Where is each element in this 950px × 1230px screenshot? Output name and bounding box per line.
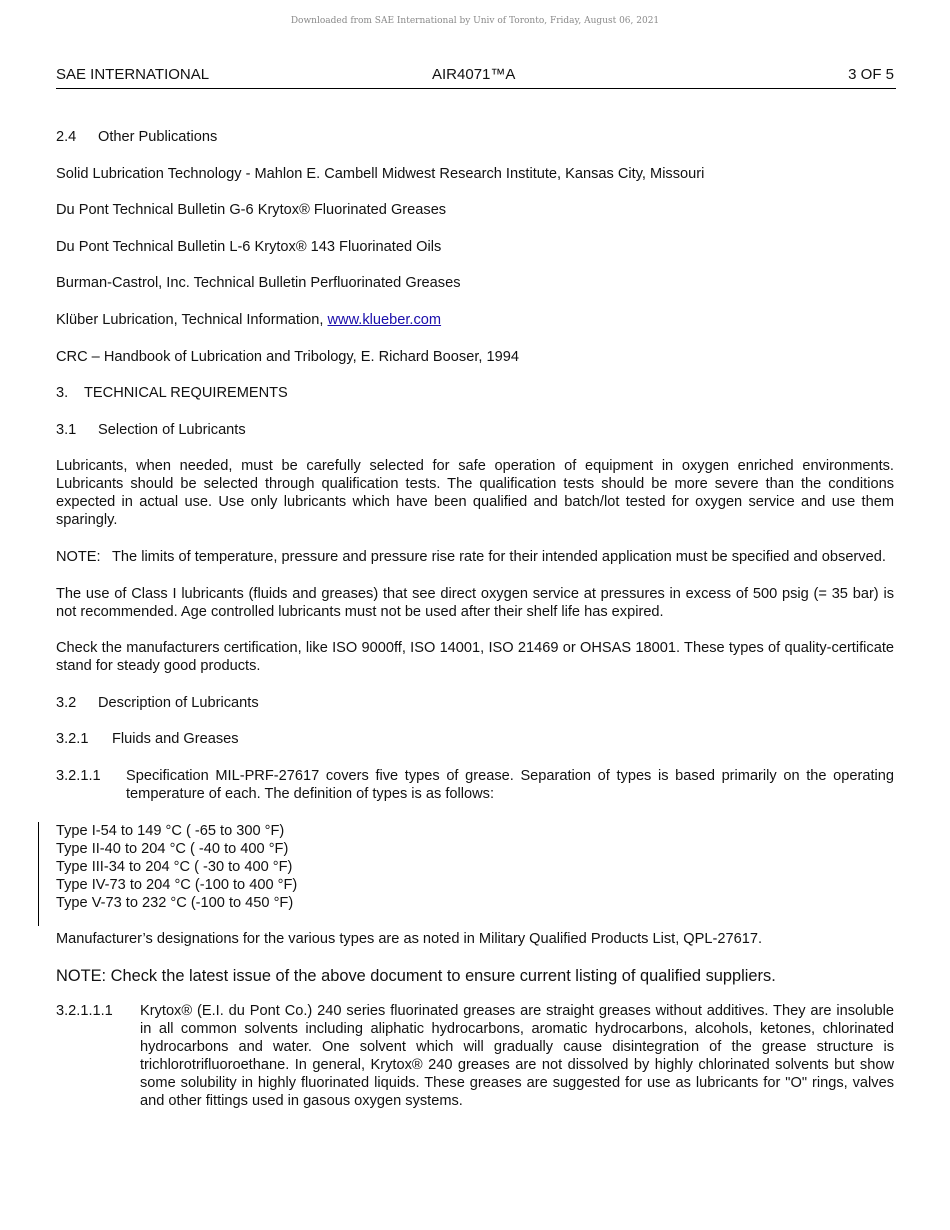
publication-item: Burman-Castrol, Inc. Technical Bulletin Perfluorinated Greases: [56, 275, 461, 292]
designations-paragraph: Manufacturer’s designations for the various types are as noted in Military Qualified Products List, QPL-27617.: [56, 931, 763, 948]
section-3-2-1-heading: [56, 730, 894, 748]
publication-item-klueber: [56, 311, 894, 329]
download-watermark: Downloaded from SAE International by Univ of Toronto, Friday, August 06, 2021: [290, 16, 660, 26]
section-number: 3.2: [56, 694, 77, 711]
publication-item: Du Pont Technical Bulletin G-6 Krytox® Fluorinated Greases: [56, 202, 447, 219]
page-header: [56, 66, 896, 89]
header-page-number: 3 OF 5: [848, 66, 894, 83]
section-title: Other Publications: [98, 129, 218, 145]
header-organization: SAE INTERNATIONAL: [56, 66, 210, 83]
qualified-suppliers-note: NOTE: Check the latest issue of the above document to ensure current listing of qualified suppliers.: [56, 966, 776, 985]
publication-text: Klüber Lubrication, Technical Information,: [56, 311, 328, 328]
section-2-4-heading: [56, 128, 894, 146]
grease-type-item: Type III-34 to 204 °C ( -30 to 400 °F): [56, 858, 293, 875]
publication-item: Du Pont Technical Bulletin L-6 Krytox® 143 Fluorinated Oils: [56, 238, 442, 255]
section-number: 3.1: [56, 421, 77, 438]
limits-note: [56, 548, 894, 566]
section-3-2-1-1: [56, 767, 894, 803]
section-3-2-1-1-1: [56, 1002, 894, 1110]
section-3-2-heading: [56, 694, 894, 712]
header-document-id: AIR4071™A: [432, 66, 516, 83]
section-title: TECHNICAL REQUIREMENTS: [84, 385, 288, 402]
grease-types-list: [56, 822, 894, 912]
grease-type-item: Type IV-73 to 204 °C (-100 to 400 °F): [56, 876, 298, 893]
section-text: Krytox® (E.I. du Pont Co.) 240 series fluorinated greases are straight greases without additives. They are insoluble in all common solvents including aliphatic hydrocarbons, aromatic hydrocarbons, alcohols, ketones, chlorinated hydrocarbons and water. One solvent which will gradually cause disintegration of the grease structure is trichlorotrifluoroethane. In general, Krytox® 240 greases are not dissolved by highly chlorinated solvents but show some solubility in highly fluorinated liquids. These greases are suggested for use as lubricants for "O" rings, valves and other fittings used in gasous oxygen systems.: [140, 1002, 894, 1109]
class-i-paragraph: The use of Class I lubricants (fluids and greases) that see direct oxygen service at pressures in excess of 500 psig (= 35 bar) is not recommended. Age controlled lubricants must not be used after their shelf life has expired.: [56, 585, 894, 620]
note-text: The limits of temperature, pressure and pressure rise rate for their intended application must be specified and observed.: [112, 548, 886, 565]
certification-paragraph: Check the manufacturers certification, like ISO 9000ff, ISO 14001, ISO 21469 or OHSAS 18001. These types of quality-certificate stand for steady good products.: [56, 640, 894, 675]
section-title: Description of Lubricants: [98, 694, 259, 711]
section-number: 3.: [56, 385, 69, 402]
note-label: NOTE:: [56, 548, 101, 565]
section-title: Fluids and Greases: [112, 731, 239, 748]
section-number: 2.4: [56, 129, 77, 145]
section-title: Selection of Lubricants: [98, 421, 246, 438]
document-body: [56, 128, 894, 1128]
revision-change-bar: [38, 822, 39, 926]
grease-type-item: Type II-40 to 204 °C ( -40 to 400 °F): [56, 840, 289, 857]
publication-item: Solid Lubrication Technology - Mahlon E. Cambell Midwest Research Institute, Kansas City, Missouri: [56, 165, 705, 182]
section-3-1-heading: [56, 421, 894, 439]
publication-item: CRC – Handbook of Lubrication and Tribology, E. Richard Booser, 1994: [56, 348, 519, 365]
section-text: Specification MIL-PRF-27617 covers five types of grease. Separation of types is based primarily on the operating temperature of each. The definition of types is as follows:: [126, 767, 894, 802]
klueber-link[interactable]: www.klueber.com: [327, 311, 442, 328]
section-number: 3.2.1.1: [56, 767, 101, 784]
section-number: 3.2.1: [56, 731, 89, 748]
section-3-heading: [56, 384, 894, 402]
grease-type-item: Type I-54 to 149 °C ( -65 to 300 °F): [56, 822, 285, 839]
selection-paragraph: Lubricants, when needed, must be carefully selected for safe operation of equipment in oxygen enriched environments. Lubricants should be selected through qualification tests. The qualification tests should be more severe than the conditions expected in actual use. Use only lubricants which have been qualified and batch/lot tested for oxygen service and use them sparingly.: [56, 458, 894, 529]
grease-type-item: Type V-73 to 232 °C (-100 to 450 °F): [56, 894, 294, 911]
section-number: 3.2.1.1.1: [56, 1002, 113, 1019]
